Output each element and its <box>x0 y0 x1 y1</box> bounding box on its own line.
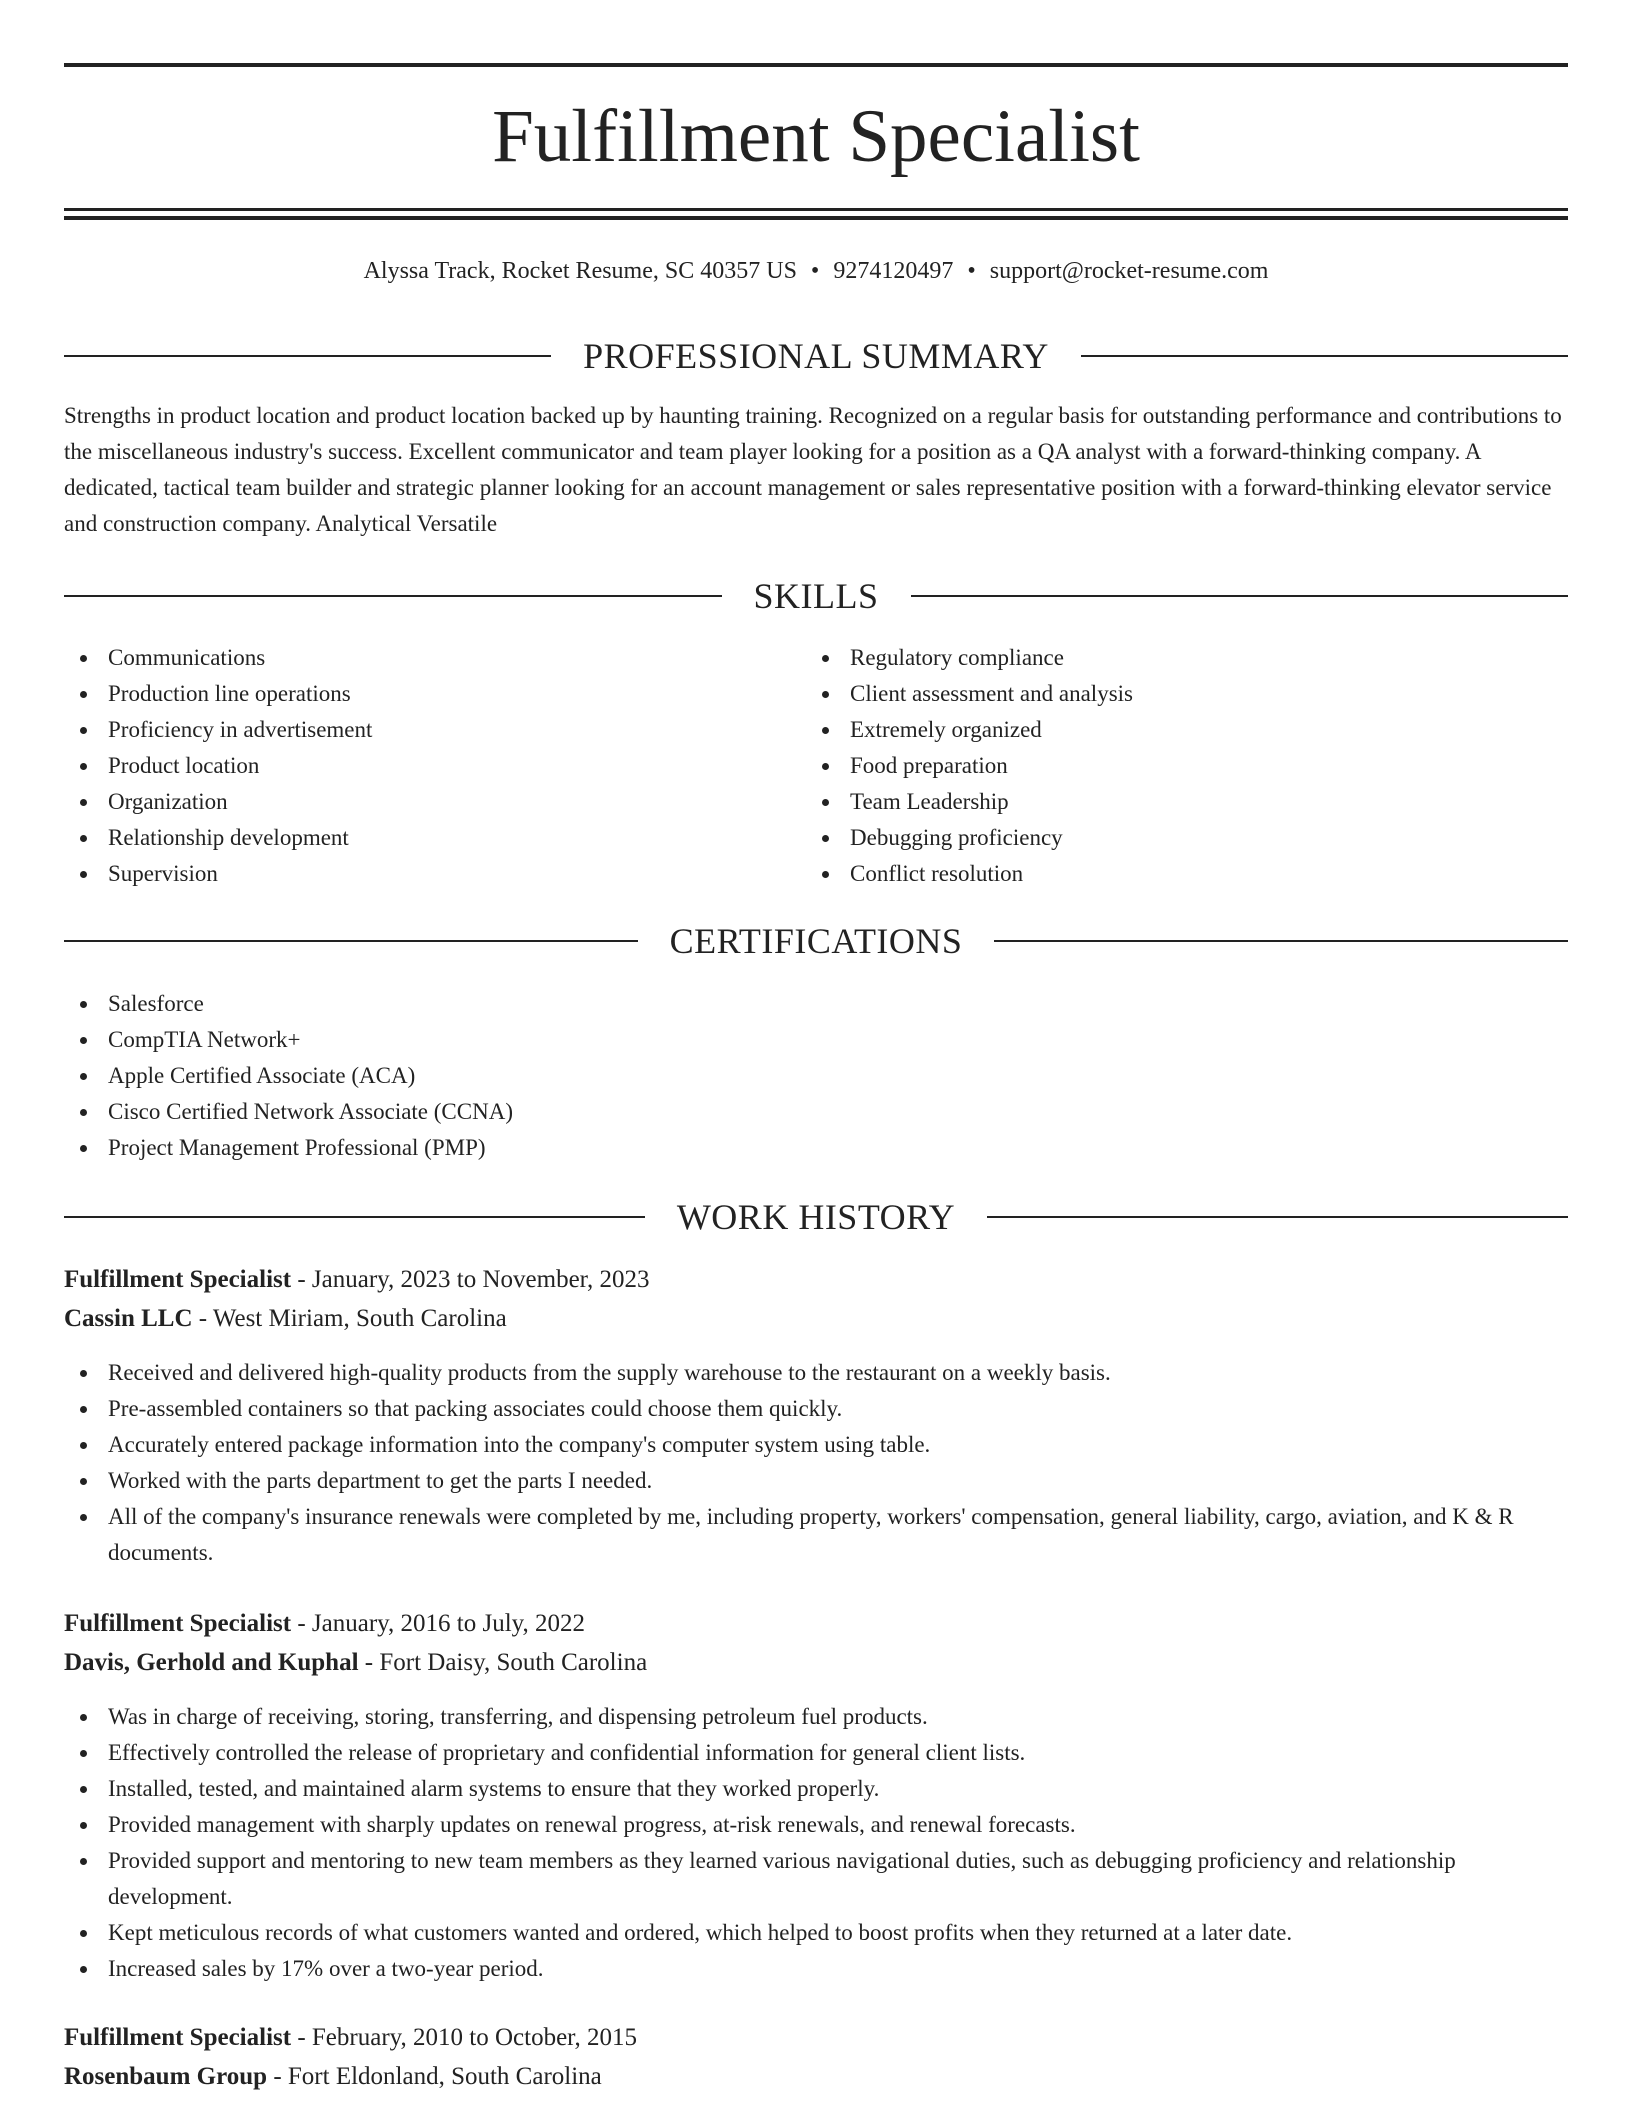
job-duty-item <box>64 1951 1568 1987</box>
bullet-dot <box>80 871 87 878</box>
heading-rule-left <box>64 355 551 357</box>
certification-item-text: Apple Certified Associate (ACA) <box>108 1063 416 1088</box>
job-duty-item-text: All of the company's insurance renewals were completed by me, including property, workers' compensation, general liability, cargo, aviation, and K & R documents. <box>108 1504 1514 1565</box>
summary-heading-label: PROFESSIONAL SUMMARY <box>583 336 1049 376</box>
skill-item-text: Extremely organized <box>850 717 1042 742</box>
bullet-dot <box>80 1822 87 1829</box>
job-duty-item-text: Accurately entered package information into the company's computer system using table. <box>108 1432 931 1457</box>
bullet-dot <box>80 1786 87 1793</box>
work-history-heading <box>64 1194 1568 1240</box>
bullet-dot <box>80 1145 87 1152</box>
certification-item-text: Cisco Certified Network Associate (CCNA) <box>108 1099 513 1124</box>
heading-rule-right <box>994 940 1568 942</box>
job-company: Rosenbaum Group <box>64 2063 268 2090</box>
bullet-dot <box>822 691 829 698</box>
bullet-dot <box>80 835 87 842</box>
job-duty-item <box>64 1843 1568 1915</box>
heading-rule-right <box>1081 355 1568 357</box>
bullet-dot <box>822 763 829 770</box>
bullet-dot <box>80 1966 87 1973</box>
skill-item-text: Debugging proficiency <box>850 825 1063 850</box>
skill-item <box>64 748 804 784</box>
job-duty-item-text: Received and delivered high-quality products from the supply warehouse to the restaurant on a weekly basis. <box>108 1360 1111 1385</box>
job-company-line <box>64 1300 1568 1338</box>
certifications-heading <box>64 918 1568 964</box>
job-location: - Fort Daisy, South Carolina <box>358 1649 648 1676</box>
bullet-dot <box>80 1037 87 1044</box>
bullet-dot <box>80 1406 87 1413</box>
job-title: Fulfillment Specialist <box>64 1610 292 1637</box>
bullet-dot <box>80 655 87 662</box>
contact-line <box>64 254 1568 288</box>
certifications-list <box>64 986 1568 1166</box>
skill-item <box>64 676 804 712</box>
bullet-dot <box>80 1750 87 1757</box>
skill-item-text: Organization <box>108 789 228 814</box>
bullet-dot <box>80 763 87 770</box>
bullet-dot <box>80 1858 87 1865</box>
heading-rule-right <box>987 1216 1568 1218</box>
job-location: - West Miriam, South Carolina <box>192 1305 507 1332</box>
title-rule-upper <box>64 208 1568 211</box>
skill-item <box>64 640 804 676</box>
bullet-dot <box>80 1109 87 1116</box>
heading-rule-left <box>64 940 638 942</box>
certification-item <box>64 1058 1568 1094</box>
certification-item-text: Project Management Professional (PMP) <box>108 1135 486 1160</box>
job-duty-item <box>64 1699 1568 1735</box>
job-duty-item-text: Was in charge of receiving, storing, transferring, and dispensing petroleum fuel products. <box>108 1704 928 1729</box>
certification-item <box>64 1130 1568 1166</box>
skill-item-text: Team Leadership <box>850 789 1009 814</box>
skill-item-text: Client assessment and analysis <box>850 681 1133 706</box>
job-duty-item-text: Provided support and mentoring to new team members as they learned various navigational duties, such as debugging proficiency and relationship development. <box>108 1848 1456 1909</box>
job-duty-item-text: Pre-assembled containers so that packing associates could choose them quickly. <box>108 1396 843 1421</box>
bullet-dot <box>80 1370 87 1377</box>
bullet-dot <box>80 1001 87 1008</box>
job-title-line <box>64 1605 1568 1643</box>
skill-item <box>64 784 804 820</box>
skill-item <box>64 712 804 748</box>
skill-item <box>806 784 1566 820</box>
bullet-dot <box>80 1478 87 1485</box>
title-rule-lower <box>64 216 1568 220</box>
certification-item <box>64 986 1568 1022</box>
job-company-line <box>64 1644 1568 1682</box>
skill-item <box>64 820 804 856</box>
bullet-dot <box>80 691 87 698</box>
contact-address: Alyssa Track, Rocket Resume, SC 40357 US <box>363 258 797 284</box>
certification-item-text: CompTIA Network+ <box>108 1027 301 1052</box>
skill-item-text: Production line operations <box>108 681 351 706</box>
job-duty-item <box>64 1915 1568 1951</box>
job-duty-item-text: Effectively controlled the release of proprietary and confidential information for general client lists. <box>108 1740 1026 1765</box>
job-duty-item <box>64 1463 1568 1499</box>
job-company-line <box>64 2058 1568 2096</box>
top-rule <box>64 63 1568 67</box>
certification-item <box>64 1022 1568 1058</box>
bullet-dot <box>822 835 829 842</box>
skills-list-right <box>806 640 1566 892</box>
contact-separator: • <box>967 258 976 284</box>
summary-text: Strengths in product location and product location backed up by haunting training. Recognized on a regular basis for outstanding performance and contributions to the miscellaneous industry's success. Excellent communicator and team player looking for a position as a QA analyst with a forward-thinking company. A dedicated, tactical team builder and strategic planner looking for an account management or sales representative position with a forward-thinking elevator service and construction company. Analytical Versatile <box>64 403 1562 536</box>
job-duty-item <box>64 1499 1568 1571</box>
job-duties-list <box>64 1355 1568 1571</box>
bullet-dot <box>80 1514 87 1521</box>
skill-item <box>64 856 804 892</box>
job-title: Fulfillment Specialist <box>64 1266 292 1293</box>
bullet-dot <box>822 871 829 878</box>
skill-item-text: Proficiency in advertisement <box>108 717 373 742</box>
job-duty-item <box>64 1355 1568 1391</box>
job-company: Davis, Gerhold and Kuphal <box>64 1649 359 1676</box>
job-dates: - January, 2023 to November, 2023 <box>291 1266 650 1293</box>
heading-rule-left <box>64 1216 645 1218</box>
heading-rule-right <box>911 595 1569 597</box>
skill-item <box>806 640 1566 676</box>
job-duty-item <box>64 1391 1568 1427</box>
bullet-dot <box>80 727 87 734</box>
skill-item-text: Food preparation <box>850 753 1008 778</box>
bullet-dot <box>80 1442 87 1449</box>
bullet-dot <box>822 799 829 806</box>
skills-heading-label: SKILLS <box>753 576 879 616</box>
bullet-dot <box>822 655 829 662</box>
job-duty-item-text: Installed, tested, and maintained alarm systems to ensure that they worked properly. <box>108 1776 880 1801</box>
skill-item <box>806 712 1566 748</box>
work-history-heading-label: WORK HISTORY <box>676 1197 956 1237</box>
skill-item-text: Supervision <box>108 861 218 886</box>
skill-item <box>806 820 1566 856</box>
job-title: Fulfillment Specialist <box>64 2024 292 2051</box>
skill-item-text: Relationship development <box>108 825 349 850</box>
bullet-dot <box>80 1930 87 1937</box>
contact-email: support@rocket-resume.com <box>989 258 1269 284</box>
skill-item <box>806 856 1566 892</box>
job-duties-list <box>64 1699 1568 1987</box>
summary-heading <box>64 333 1568 379</box>
resume-title: Fulfillment Specialist <box>492 95 1140 178</box>
job-duty-item <box>64 1771 1568 1807</box>
job-dates: - January, 2016 to July, 2022 <box>291 1610 586 1637</box>
skill-item-text: Regulatory compliance <box>850 645 1064 670</box>
skill-item-text: Communications <box>108 645 266 670</box>
job-dates: - February, 2010 to October, 2015 <box>291 2024 637 2051</box>
job-duty-item-text: Increased sales by 17% over a two-year period. <box>108 1956 544 1981</box>
heading-rule-left <box>64 595 722 597</box>
job-title-line <box>64 1261 1568 1299</box>
job-duty-item-text: Provided management with sharply updates on renewal progress, at-risk renewals, and renewal forecasts. <box>108 1812 1076 1837</box>
job-duty-item-text: Worked with the parts department to get the parts I needed. <box>108 1468 653 1493</box>
contact-separator: • <box>810 258 820 284</box>
bullet-dot <box>822 727 829 734</box>
job-duty-item <box>64 1735 1568 1771</box>
bullet-dot <box>80 1073 87 1080</box>
certification-item-text: Salesforce <box>108 991 204 1016</box>
skills-heading <box>64 573 1568 619</box>
skill-item-text: Conflict resolution <box>850 861 1024 886</box>
bullet-dot <box>80 1714 87 1721</box>
job-location: - Fort Eldonland, South Carolina <box>267 2063 602 2090</box>
certifications-heading-label: CERTIFICATIONS <box>669 921 963 961</box>
skill-item-text: Product location <box>108 753 260 778</box>
bullet-dot <box>80 799 87 806</box>
job-duty-item <box>64 1427 1568 1463</box>
job-title-line <box>64 2019 1568 2057</box>
contact-phone: 9274120497 <box>833 258 954 284</box>
job-company: Cassin LLC <box>64 1305 193 1332</box>
certification-item <box>64 1094 1568 1130</box>
job-duty-item-text: Kept meticulous records of what customers wanted and ordered, which helped to boost profits when they returned at a later date. <box>108 1920 1293 1945</box>
skills-list-left <box>64 640 804 892</box>
skill-item <box>806 676 1566 712</box>
skill-item <box>806 748 1566 784</box>
job-duty-item <box>64 1807 1568 1843</box>
